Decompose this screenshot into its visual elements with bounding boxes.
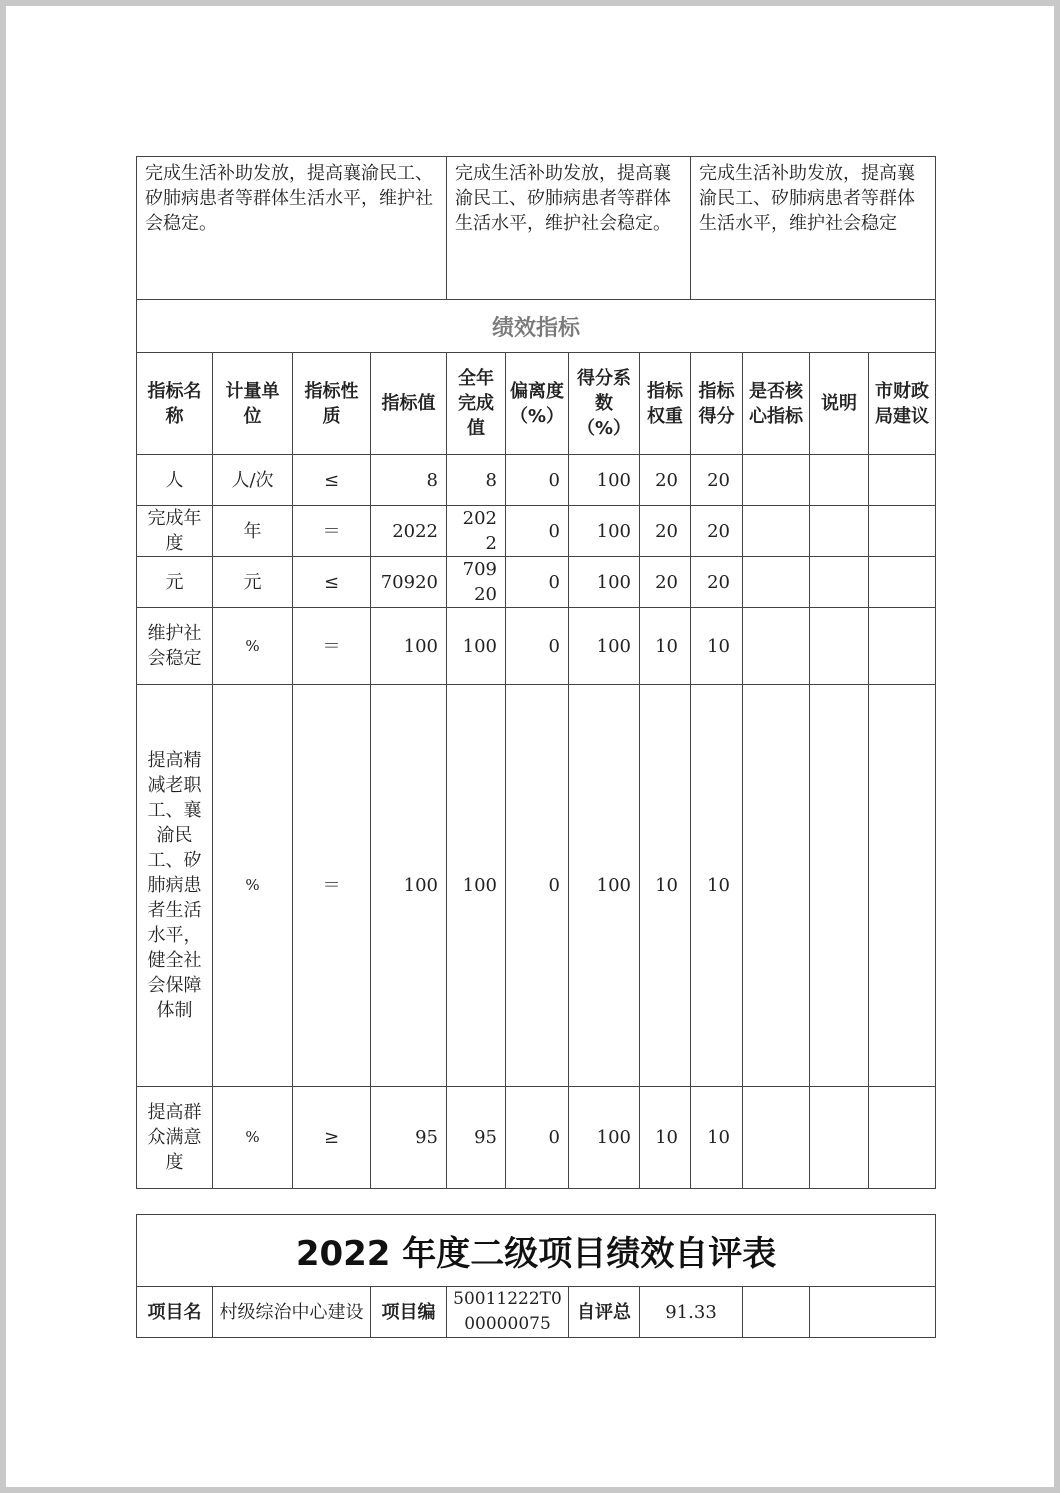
indicator-note xyxy=(810,455,869,506)
indicator-core xyxy=(743,557,810,608)
indicator-coefficient: 100 xyxy=(569,506,640,557)
indicator-advice xyxy=(869,1087,936,1189)
header-cell: 说明 xyxy=(810,353,869,455)
indicator-nature: ＝ xyxy=(293,685,371,1087)
indicator-target: 2022 xyxy=(371,506,447,557)
header-row xyxy=(137,353,936,455)
indicator-advice xyxy=(869,557,936,608)
section-header: 绩效指标 xyxy=(137,300,936,353)
indicator-actual: 2022 xyxy=(447,506,506,557)
indicator-coefficient: 100 xyxy=(569,685,640,1087)
indicator-name: 人 xyxy=(137,455,213,506)
indicator-unit: % xyxy=(213,1087,293,1189)
table-row xyxy=(137,608,936,685)
project-code-label: 项目编 xyxy=(371,1287,447,1338)
goal-cell-1: 完成生活补助发放，提高襄渝民工、矽肺病患者等群体生活水平，维护社会稳定。 xyxy=(137,157,447,300)
indicator-core xyxy=(743,1087,810,1189)
indicator-deviation: 0 xyxy=(506,685,569,1087)
indicator-target: 95 xyxy=(371,1087,447,1189)
indicator-core xyxy=(743,608,810,685)
table-row xyxy=(137,557,936,608)
performance-table xyxy=(136,156,936,1189)
indicator-target: 100 xyxy=(371,685,447,1087)
header-cell: 是否核心指标 xyxy=(743,353,810,455)
indicator-note xyxy=(810,1087,869,1189)
goal-row xyxy=(137,157,936,300)
indicator-unit: 年 xyxy=(213,506,293,557)
indicator-score: 20 xyxy=(691,557,743,608)
empty-cell xyxy=(743,1287,810,1338)
header-cell: 指标权重 xyxy=(640,353,691,455)
indicator-coefficient: 100 xyxy=(569,1087,640,1189)
table-row xyxy=(137,455,936,506)
indicator-note xyxy=(810,557,869,608)
indicator-nature: ＝ xyxy=(293,506,371,557)
indicator-nature: ≥ xyxy=(293,1087,371,1189)
indicator-weight: 10 xyxy=(640,1087,691,1189)
indicator-coefficient: 100 xyxy=(569,455,640,506)
indicator-name: 维护社会稳定 xyxy=(137,608,213,685)
indicator-nature: ≤ xyxy=(293,557,371,608)
indicator-score: 10 xyxy=(691,608,743,685)
project-name-value: 村级综治中心建设 xyxy=(213,1287,371,1338)
indicator-actual: 8 xyxy=(447,455,506,506)
indicator-advice xyxy=(869,685,936,1087)
indicator-core xyxy=(743,455,810,506)
indicator-weight: 20 xyxy=(640,455,691,506)
indicator-nature: ＝ xyxy=(293,608,371,685)
indicator-name: 完成年度 xyxy=(137,506,213,557)
indicator-actual: 100 xyxy=(447,608,506,685)
indicator-note xyxy=(810,506,869,557)
header-cell: 市财政局建议 xyxy=(869,353,936,455)
project-code-value: 50011222T000000075 xyxy=(447,1287,569,1338)
indicator-actual: 95 xyxy=(447,1087,506,1189)
indicator-unit: % xyxy=(213,685,293,1087)
indicator-score: 10 xyxy=(691,1087,743,1189)
goal-cell-2: 完成生活补助发放，提高襄渝民工、矽肺病患者等群体生活水平，维护社会稳定。 xyxy=(447,157,691,300)
indicator-score: 20 xyxy=(691,506,743,557)
indicator-weight: 20 xyxy=(640,506,691,557)
indicator-core xyxy=(743,506,810,557)
empty-cell xyxy=(810,1287,936,1338)
indicator-target: 8 xyxy=(371,455,447,506)
header-cell: 指标性质 xyxy=(293,353,371,455)
table-row xyxy=(137,1087,936,1189)
indicator-coefficient: 100 xyxy=(569,608,640,685)
indicator-unit: % xyxy=(213,608,293,685)
indicator-weight: 10 xyxy=(640,608,691,685)
header-cell: 指标值 xyxy=(371,353,447,455)
header-cell: 全年完成值 xyxy=(447,353,506,455)
self-evaluation-form xyxy=(136,1214,936,1338)
indicator-note xyxy=(810,685,869,1087)
indicator-target: 100 xyxy=(371,608,447,685)
header-cell: 偏离度（%） xyxy=(506,353,569,455)
indicator-weight: 10 xyxy=(640,685,691,1087)
indicator-advice xyxy=(869,455,936,506)
goal-cell-3: 完成生活补助发放，提高襄渝民工、矽肺病患者等群体生活水平，维护社会稳定 xyxy=(691,157,936,300)
project-name-label: 项目名 xyxy=(137,1287,213,1338)
indicator-name: 元 xyxy=(137,557,213,608)
indicator-actual: 100 xyxy=(447,685,506,1087)
indicator-score: 10 xyxy=(691,685,743,1087)
indicator-name: 提高精减老职工、襄渝民工、矽肺病患者生活水平，健全社会保障体制 xyxy=(137,685,213,1087)
indicator-deviation: 0 xyxy=(506,557,569,608)
header-cell: 计量单位 xyxy=(213,353,293,455)
indicator-name: 提高群众满意度 xyxy=(137,1087,213,1189)
indicator-note xyxy=(810,608,869,685)
indicator-deviation: 0 xyxy=(506,608,569,685)
form-title: 2022 年度二级项目绩效自评表 xyxy=(137,1215,936,1287)
indicator-deviation: 0 xyxy=(506,1087,569,1189)
self-score-value: 91.33 xyxy=(640,1287,743,1338)
indicator-unit: 元 xyxy=(213,557,293,608)
indicator-advice xyxy=(869,608,936,685)
table-row xyxy=(137,685,936,1087)
indicator-deviation: 0 xyxy=(506,455,569,506)
indicator-unit: 人/次 xyxy=(213,455,293,506)
indicator-target: 70920 xyxy=(371,557,447,608)
indicator-weight: 20 xyxy=(640,557,691,608)
self-score-label: 自评总 xyxy=(569,1287,640,1338)
header-cell: 得分系数（%） xyxy=(569,353,640,455)
indicator-nature: ≤ xyxy=(293,455,371,506)
indicator-deviation: 0 xyxy=(506,506,569,557)
header-cell: 指标名称 xyxy=(137,353,213,455)
table-row xyxy=(137,506,936,557)
indicator-coefficient: 100 xyxy=(569,557,640,608)
indicator-core xyxy=(743,685,810,1087)
document-page xyxy=(6,6,1054,1487)
indicator-score: 20 xyxy=(691,455,743,506)
header-cell: 指标得分 xyxy=(691,353,743,455)
indicator-advice xyxy=(869,506,936,557)
indicator-actual: 70920 xyxy=(447,557,506,608)
